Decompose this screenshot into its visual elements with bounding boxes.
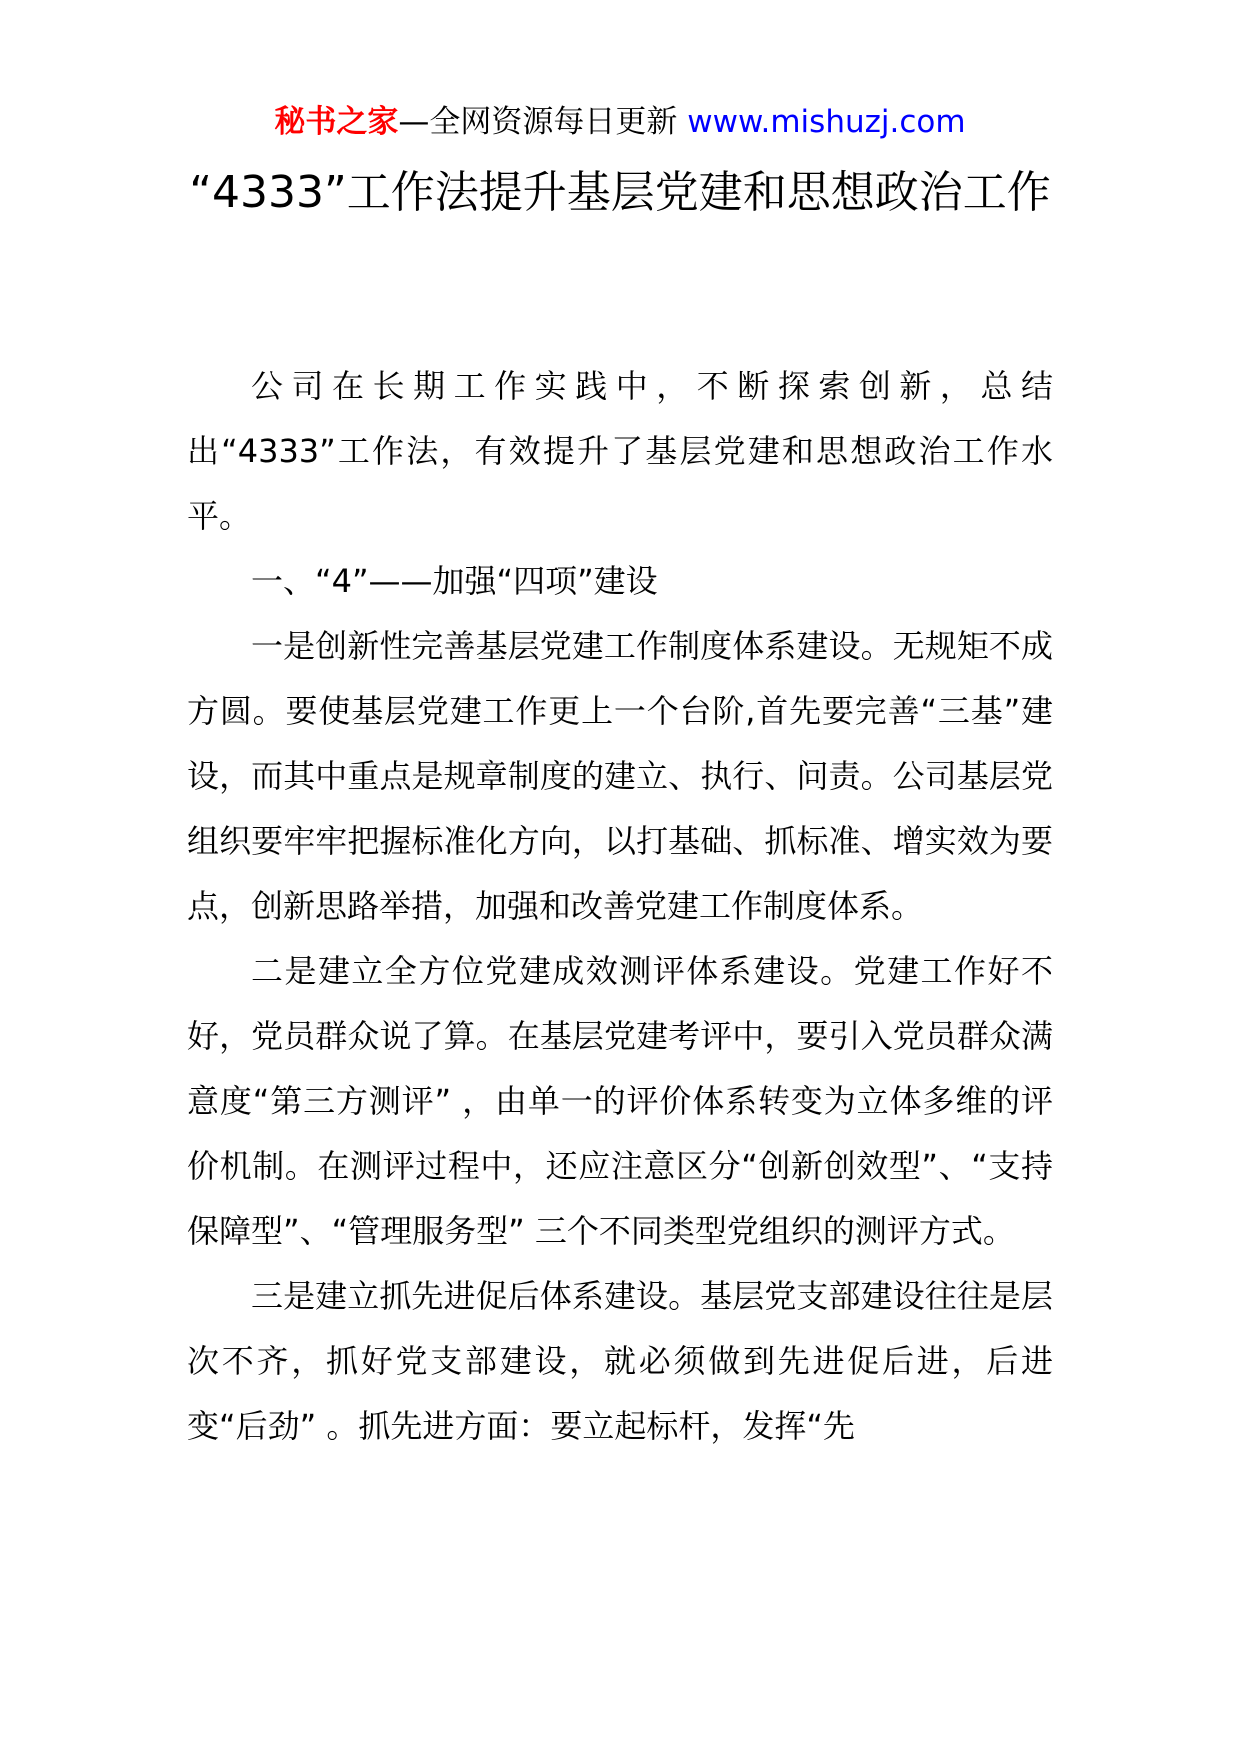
page-header [0,102,1240,142]
body-paragraph: 一是创新性完善基层党建工作制度体系建设。无规矩不成方圆。要使基层党建工作更上一个台阶,首先要完善“三基”建设，而其中重点是规章制度的建立、执行、问责。公司基层党组织要牢牢把握标准化方向，以打基础、抓标准、增实效为要点，创新思路举措，加强和改善党建工作制度体系。 [187,627,1053,925]
header-tagline: 全网资源每日更新 [429,104,678,140]
header-separator: — [398,104,430,140]
intro-paragraph: 公司在长期工作实践中，不断探索创新，总结出“4333”工作法，有效提升了基层党建和思想政治工作水平。 [187,367,1053,535]
section-heading: 一、“4”——加强“四项”建设 [251,562,658,600]
document-title: “4333”工作法提升基层党建和思想政治工作 [189,167,1051,218]
body-paragraph: 三是建立抓先进促后体系建设。基层党支部建设往往是层次不齐，抓好党支部建设，就必须做到先进促后进，后进变“后劲” 。抓先进方面：要立起标杆，发挥“先 [187,1277,1053,1445]
website-link[interactable]: www.mishuzj.com [687,104,966,140]
document-body [187,354,1053,1459]
body-paragraph: 二是建立全方位党建成效测评体系建设。党建工作好不好，党员群众说了算。在基层党建考评中，要引入党员群众满意度“第三方测评” ，由单一的评价体系转变为立体多维的评价机制。在测评过程中，还应注意区分“创新创效型”、“支持保障型”、“管理服务型” 三个不同类型党组织的测评方式。 [187,952,1053,1250]
brand-name: 秘书之家 [274,104,399,140]
